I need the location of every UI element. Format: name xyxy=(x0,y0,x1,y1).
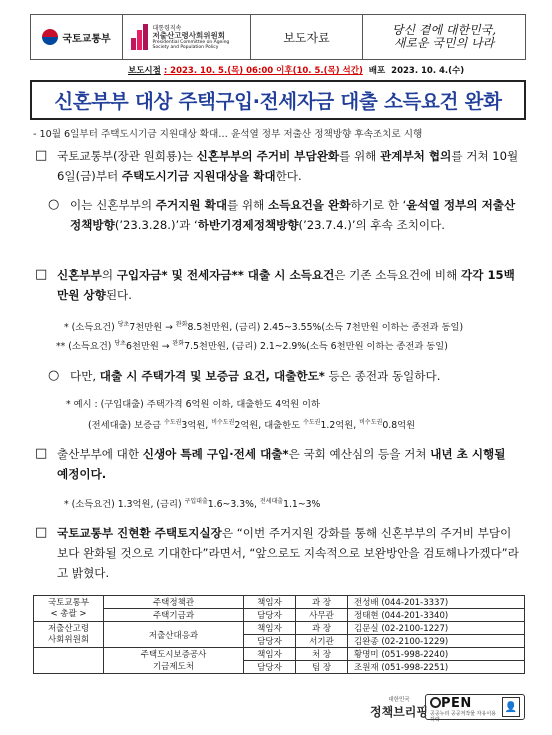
bullet-circle: ○ xyxy=(48,197,60,212)
page-title: 신혼부부 대상 주택구입·전세자금 대출 소득요건 완화 xyxy=(54,90,502,113)
note-income-purchase: * (소득요건) $^{당초}$7천만원 → $^{완화}$8.5천만원, (금리) 2.45~3.55%(소득 7천만원 이하는 종전과 동일) xyxy=(64,321,464,334)
policy-briefing-logo: 대한민국 정책브리핑 xyxy=(370,697,428,719)
table-row: 국토교통부 < 총괄 > 주택정책관 책임자 과 장 전성배 (044-201-3337) xyxy=(34,596,525,609)
table-row: 주택기금과 담당자 사무관 정태현 (044-201-3340) xyxy=(34,609,525,622)
commission-small: 대통령직속 xyxy=(152,24,182,32)
bullet-square: □ xyxy=(35,148,48,163)
bullet-circle: ○ xyxy=(48,368,60,383)
paragraph-6: □ 국토교통부 진현환 주택토지실장은 “이번 주거지원 강화를 통해 신혼부부의 주거비 부담이 보다 완화될 것으로 기대한다”라면서, “앞으로도 지속적으로 보완방안을 검토해나가겠다”라고 밝혔다. xyxy=(35,525,519,580)
commission-name: 저출산고령사회위원회 xyxy=(152,30,225,40)
org-hug: 주택도시보증공사 기금제도처 xyxy=(104,648,244,674)
attribution-icon: 👤 xyxy=(502,697,520,717)
contacts-table xyxy=(33,595,525,674)
embargo-label: 보도시점 xyxy=(128,66,161,76)
embargo-time: : 2023. 10. 5.(목) 06:00 이후(10. 5.(목) 석간) xyxy=(163,66,363,76)
note-example-1: * 예시 : (구입대출) 주택가격 6억원 이하, 대출한도 4억원 이하 xyxy=(66,399,320,410)
bullet-square: □ xyxy=(35,446,48,461)
table-row: 담당자 서기관 김완종 (02-2100-1229) xyxy=(34,635,525,648)
release-label: 배포 xyxy=(368,66,386,76)
taegeuk-icon xyxy=(42,29,58,45)
bullet-square: □ xyxy=(35,267,48,282)
commission-logo xyxy=(123,15,251,59)
note-example-2: (전세대출) 보증금 $^{수도권}$3억원, $^{비수도권}$2억원, 대출한도 $^{수도권}$1.2억원, $^{비수도권}$0.8억원 xyxy=(88,419,416,432)
slogan xyxy=(363,15,525,59)
press-release-label: 보도자료 xyxy=(251,15,363,59)
paragraph-3: □ 신혼부부의 구입자금* 및 전세자금** 대출 시 소득요건은 기존 소득요건에 비해 각각 15백만원 상향된다. xyxy=(35,267,515,302)
commission-mark-icon xyxy=(131,24,149,50)
org-commission: 저출산고령 사회위원회 xyxy=(34,622,104,648)
paragraph-5: □ 출산부부에 대한 신생아 특례 구입·전세 대출*은 국회 예산심의 등을 거쳐 내년 초 시행될 예정이다. xyxy=(35,446,506,481)
paragraph-4: ○ 다만, 대출 시 주택가격 및 보증금 요건, 대출한도* 등은 종전과 동일하다. xyxy=(48,366,520,386)
ministry-name: 국토교통부 xyxy=(62,33,111,45)
note-newborn: * (소득요건) 1.3억원, (금리) $^{구입대출}$1.6~3.3%, $^{전세대출}$1.1~3% xyxy=(64,498,321,511)
bullet-square: □ xyxy=(35,525,48,540)
title-box xyxy=(30,80,526,120)
org-molit: 국토교통부 < 총괄 > xyxy=(34,596,104,622)
open-o-icon xyxy=(430,697,441,708)
open-license-badge: PEN 공공누리 공공저작물 자유이용허락 👤 xyxy=(425,694,525,720)
table-row: 주택도시보증공사 기금제도처 책임자 처 장 황명미 (051-998-2240) xyxy=(34,648,525,661)
ministry-logo xyxy=(31,15,123,59)
release-date: 2023. 10. 4.(수) xyxy=(391,66,465,76)
table-row: 담당자 팀 장 조원재 (051-998-2251) xyxy=(34,661,525,674)
org-hug-empty xyxy=(34,648,104,674)
note-income-lease: ** (소득요건) $^{당초}$6천만원 → $^{완화}$7.5천만원, (금리) 2.1~2.9%(소득 6천만원 이하는 종전과 동일) xyxy=(56,340,448,353)
slogan-line1: 당신 곁에 대한민국, xyxy=(391,23,497,37)
commission-en: Presidential Committee on Ageing Society and Population Policy xyxy=(152,39,230,50)
table-row: 저출산고령 사회위원회 저출산대응과 책임자 과 장 김문실 (02-2100-1227) xyxy=(34,622,525,635)
subtitle: - 10월 6일부터 주택도시기금 지원대상 확대… 윤석열 정부 저출산 정책방향 후속조치로 시행 xyxy=(33,129,423,140)
embargo-line xyxy=(128,64,464,76)
slogan-line2: 새로운 국민의 나라 xyxy=(393,36,495,50)
paragraph-1: □ 국토교통부(장관 원희룡)는 신혼부부의 주거비 부담완화를 위해 관계부처 협의를 거쳐 10월 6일(금)부터 주택도시기금 지원대상을 확대한다. xyxy=(35,148,519,183)
header-table xyxy=(30,14,526,60)
paragraph-2: ○ 이는 신혼부부의 주거지원 확대를 위해 소득요건을 완화하기로 한 ‘윤석열 정부의 저출산 정책방향(’23.3.28.)’과 ‘하반기경제정책방향(’23.7.4.)’의 후속 조치이다. xyxy=(48,197,516,232)
